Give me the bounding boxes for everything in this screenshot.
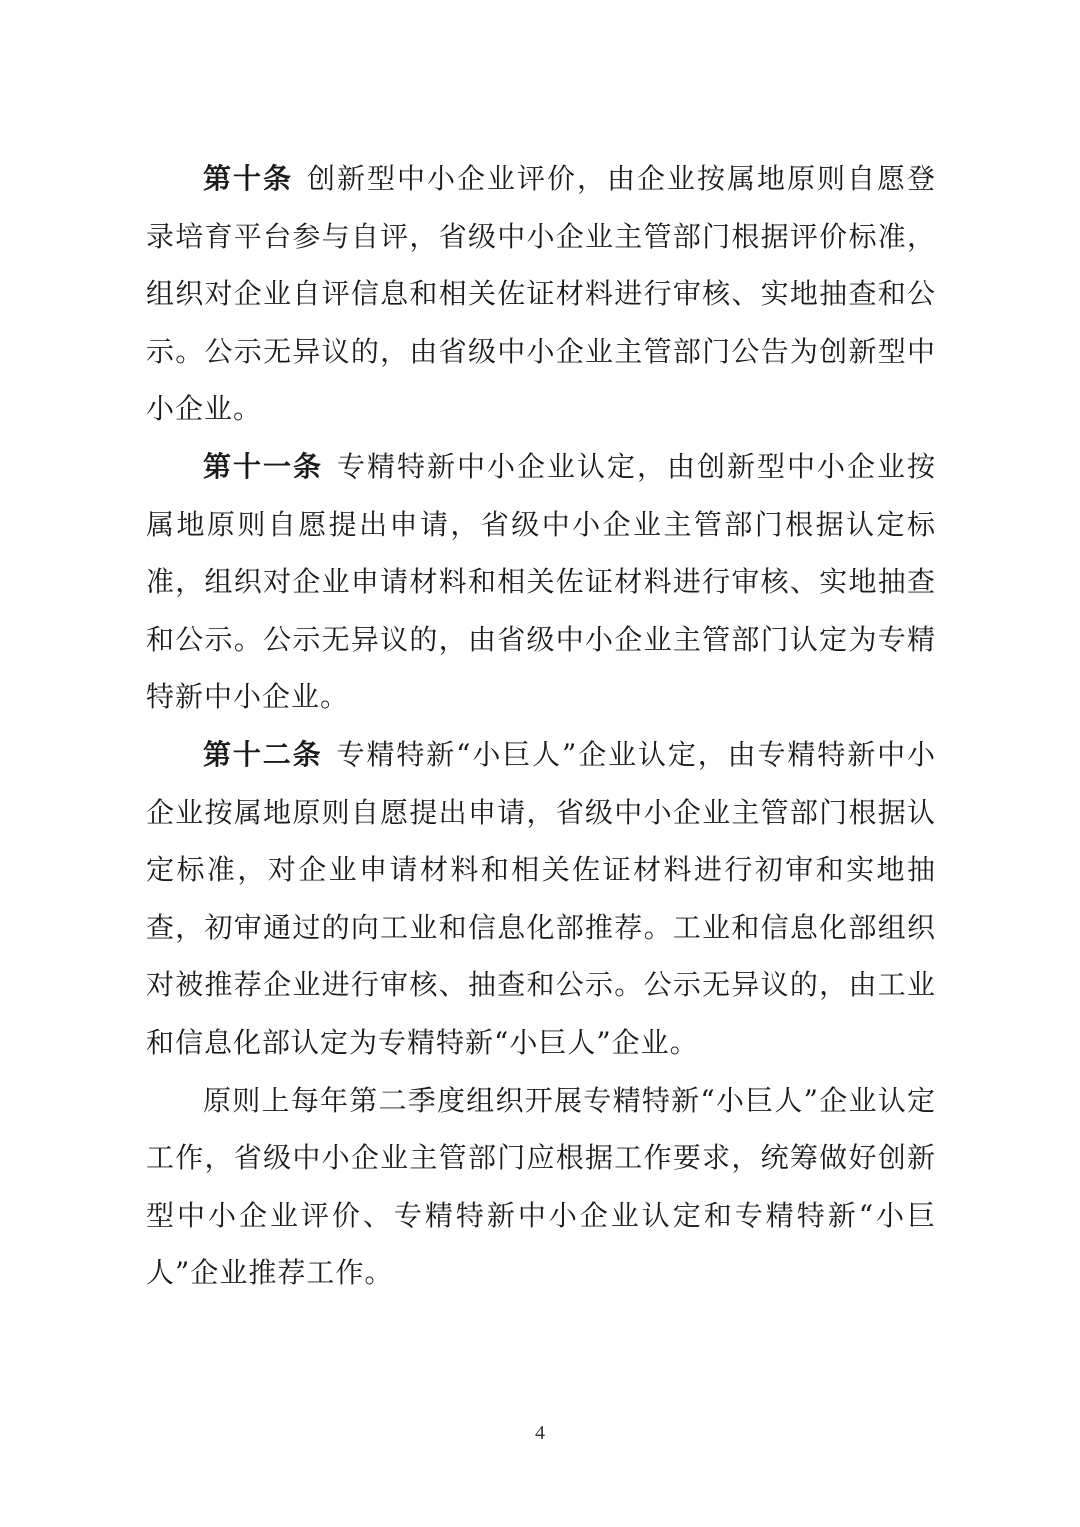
article-12-paragraph	[146, 726, 936, 1072]
paragraph-text: 原则上每年第二季度组织开展专精特新“小巨人”企业认定工作，省级中小企业主管部门应根据工作要求，统筹做好创新型中小企业评价、专精特新中小企业认定和专精特新“小巨人”企业推荐工作。	[146, 1083, 936, 1290]
article-text: 创新型中小企业评价，由企业按属地原则自愿登录培育平台参与自评，省级中小企业主管部门根据评价标准，组织对企业自评信息和相关佐证材料进行审核、实地抽查和公示。公示无异议的，由省级中小企业主管部门公告为创新型中小企业。	[146, 162, 936, 426]
page-number: 4	[535, 1422, 545, 1444]
article-text: 专精特新中小企业认定，由创新型中小企业按属地原则自愿提出申请，省级中小企业主管部门根据认定标准，组织对企业申请材料和相关佐证材料进行审核、实地抽查和公示。公示无异议的，由省级中小企业主管部门认定为专精特新中小企业。	[146, 449, 936, 714]
article-10-paragraph	[146, 150, 936, 438]
document-body	[146, 150, 936, 1302]
article-12-supplement-paragraph	[146, 1072, 936, 1302]
article-number: 第十条	[203, 162, 293, 195]
article-number: 第十二条	[203, 737, 323, 771]
article-11-paragraph	[146, 438, 936, 726]
article-text: 专精特新“小巨人”企业认定，由专精特新中小企业按属地原则自愿提出申请，省级中小企业主管部门根据认定标准，对企业申请材料和相关佐证材料进行初审和实地抽查，初审通过的向工业和信息化部推荐。工业和信息化部组织对被推荐企业进行审核、抽查和公示。公示无异议的，由工业和信息化部认定为专精特新“小巨人”企业。	[146, 737, 936, 1059]
article-number: 第十一条	[203, 449, 323, 483]
